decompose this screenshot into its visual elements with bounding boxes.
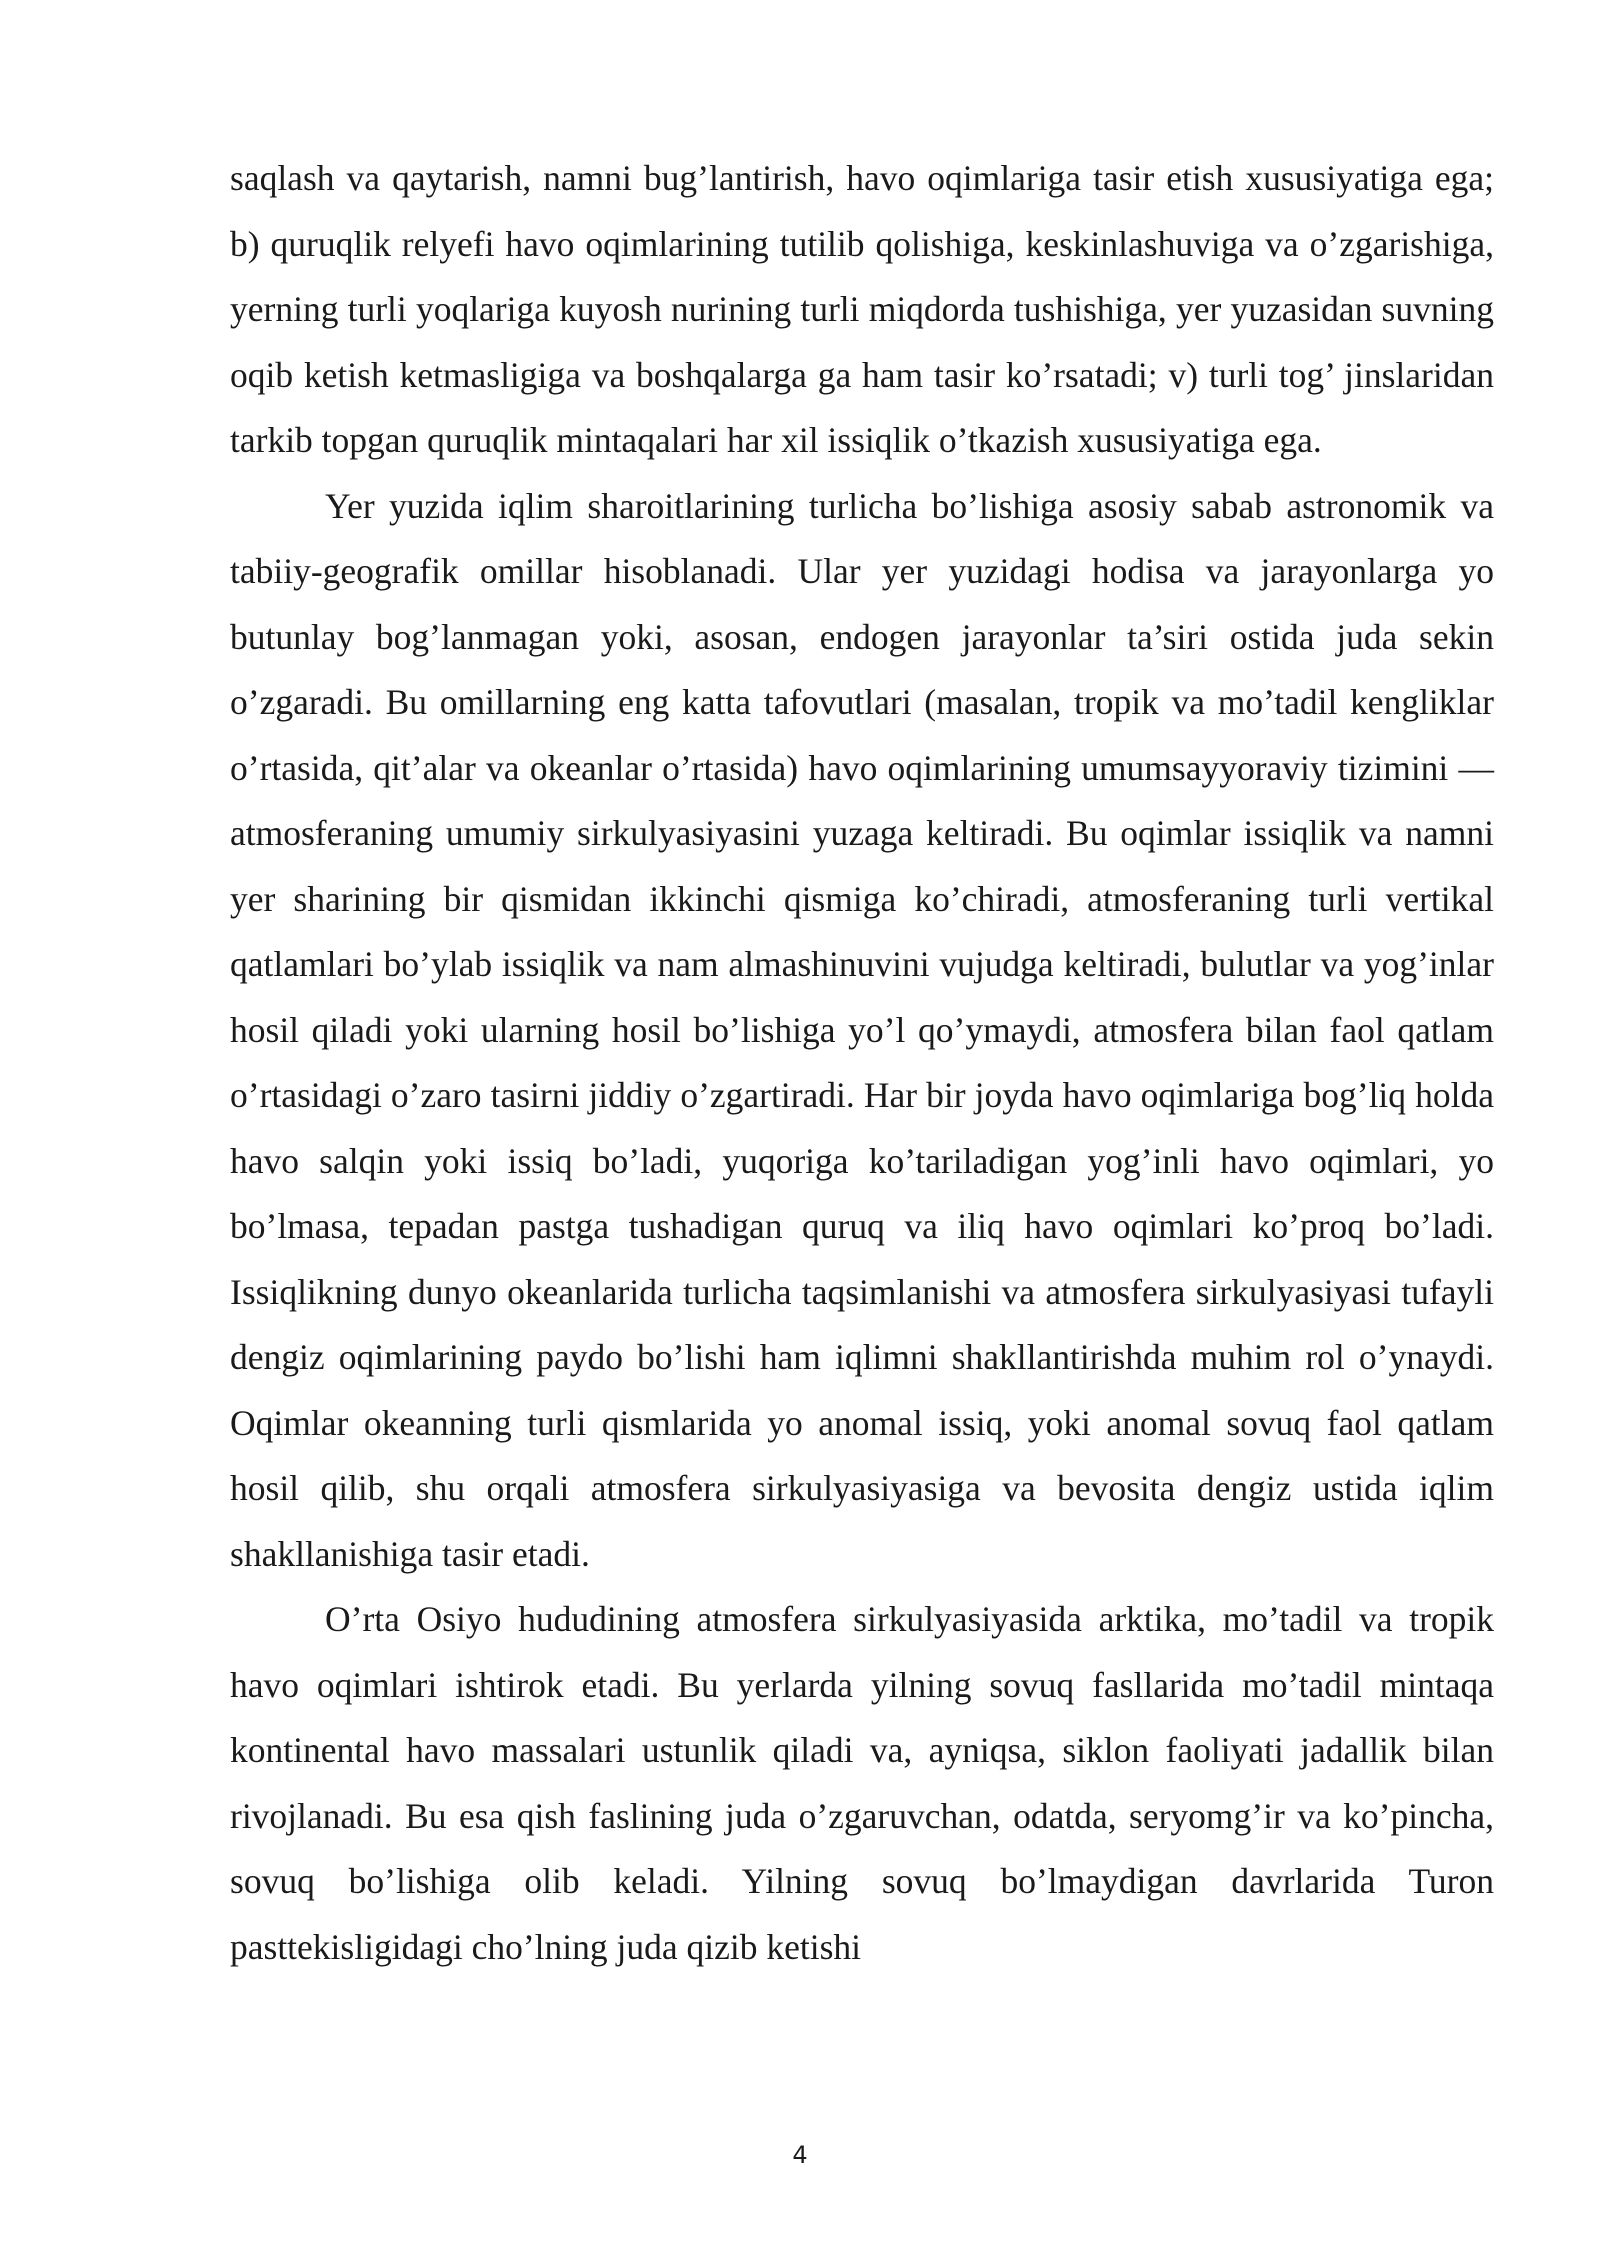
paragraph-climate-factors: Yer yuzida iqlim sharoitlarining turlicha bo’lishiga asosiy sabab astronomik va tabiiy-geografik omillar hisoblanadi. Ular yer yuzidagi hodisa va jarayonlarga yo butunlay bog’lanmagan yoki, asosan, endogen jarayonlar ta’siri ostida juda sekin o’zgaradi. Bu omillarning eng katta tafovutlari (masalan, tropik va mo’tadil kengliklar o’rtasida, qit’alar va okeanlar o’rtasida) havo oqimlarining umumsayyoraviy tizimini — atmosferaning umumiy sirkulyasiyasini yuzaga keltiradi. Bu oqimlar issiqlik va namni yer sharining bir qismidan ikkinchi qismiga ko’chiradi, atmosferaning turli vertikal qatlamlari bo’ylab issiqlik va nam almashinuvini vujudga keltiradi, bulutlar va yog’inlar hosil qiladi yoki ularning hosil bo’lishiga yo’l qo’ymaydi, atmosfera bilan faol qatlam o’rtasidagi o’zaro tasirni jiddiy o’zgartiradi. Har bir joyda havo oqimlariga bog’liq holda havo salqin yoki issiq bo’ladi, yuqoriga ko’tariladigan yog’inli havo oqimlari, yo bo’lmasa, tepadan pastga tushadigan quruq va iliq havo oqimlari ko’proq bo’ladi. Issiqlikning dunyo okeanlarida turlicha taqsimlanishi va atmosfera sirkulyasiyasi tufayli dengiz oqimlarining paydo bo’lishi ham iqlimni shakllantirishda muhim rol o’ynaydi. Oqimlar okeanning turli qismlarida yo anomal issiq, yoki anomal sovuq faol qatlam hosil qilib, shu orqali atmosfera sirkulyasiyasiga va bevosita dengiz ustida iqlim shakllanishiga tasir etadi. (230, 485, 1494, 1574)
body-text (230, 146, 1494, 1980)
page-number: 4 (792, 2141, 808, 2169)
paragraph-continuation: saqlash va qaytarish, namni bug’lantirish, havo oqimlariga tasir etish xususiyatiga ega; b) quruqlik relyefi havo oqimlarining tutilib qolishiga, keskinlashuviga va o’zgarishiga, yerning turli yoqlariga kuyosh nurining turli miqdorda tushishiga, yer yuzasidan suvning oqib ketish ketmasligiga va boshqalarga ga ham tasir ko’rsatadi; v) turli tog’ jinslaridan tarkib topgan quruqlik mintaqalari har xil issiqlik o’tkazish xususiyatiga ega. (230, 158, 1494, 460)
paragraph-central-asia: O’rta Osiyo hududining atmosfera sirkulyasiyasida arktika, mo’tadil va tropik havo oqimlari ishtirok etadi. Bu yerlarda yilning sovuq fasllarida mo’tadil mintaqa kontinental havo massalari ustunlik qiladi va, ayniqsa, siklon faoliyati jadallik bilan rivojlanadi. Bu esa qish faslining juda o’zgaruvchan, odatda, seryomg’ir va ko’pincha, sovuq bo’lishiga olib keladi. Yilning sovuq bo’lmaydigan davrlarida Turon pasttekisligidagi cho’lning juda qizib ketishi (230, 1599, 1494, 1967)
